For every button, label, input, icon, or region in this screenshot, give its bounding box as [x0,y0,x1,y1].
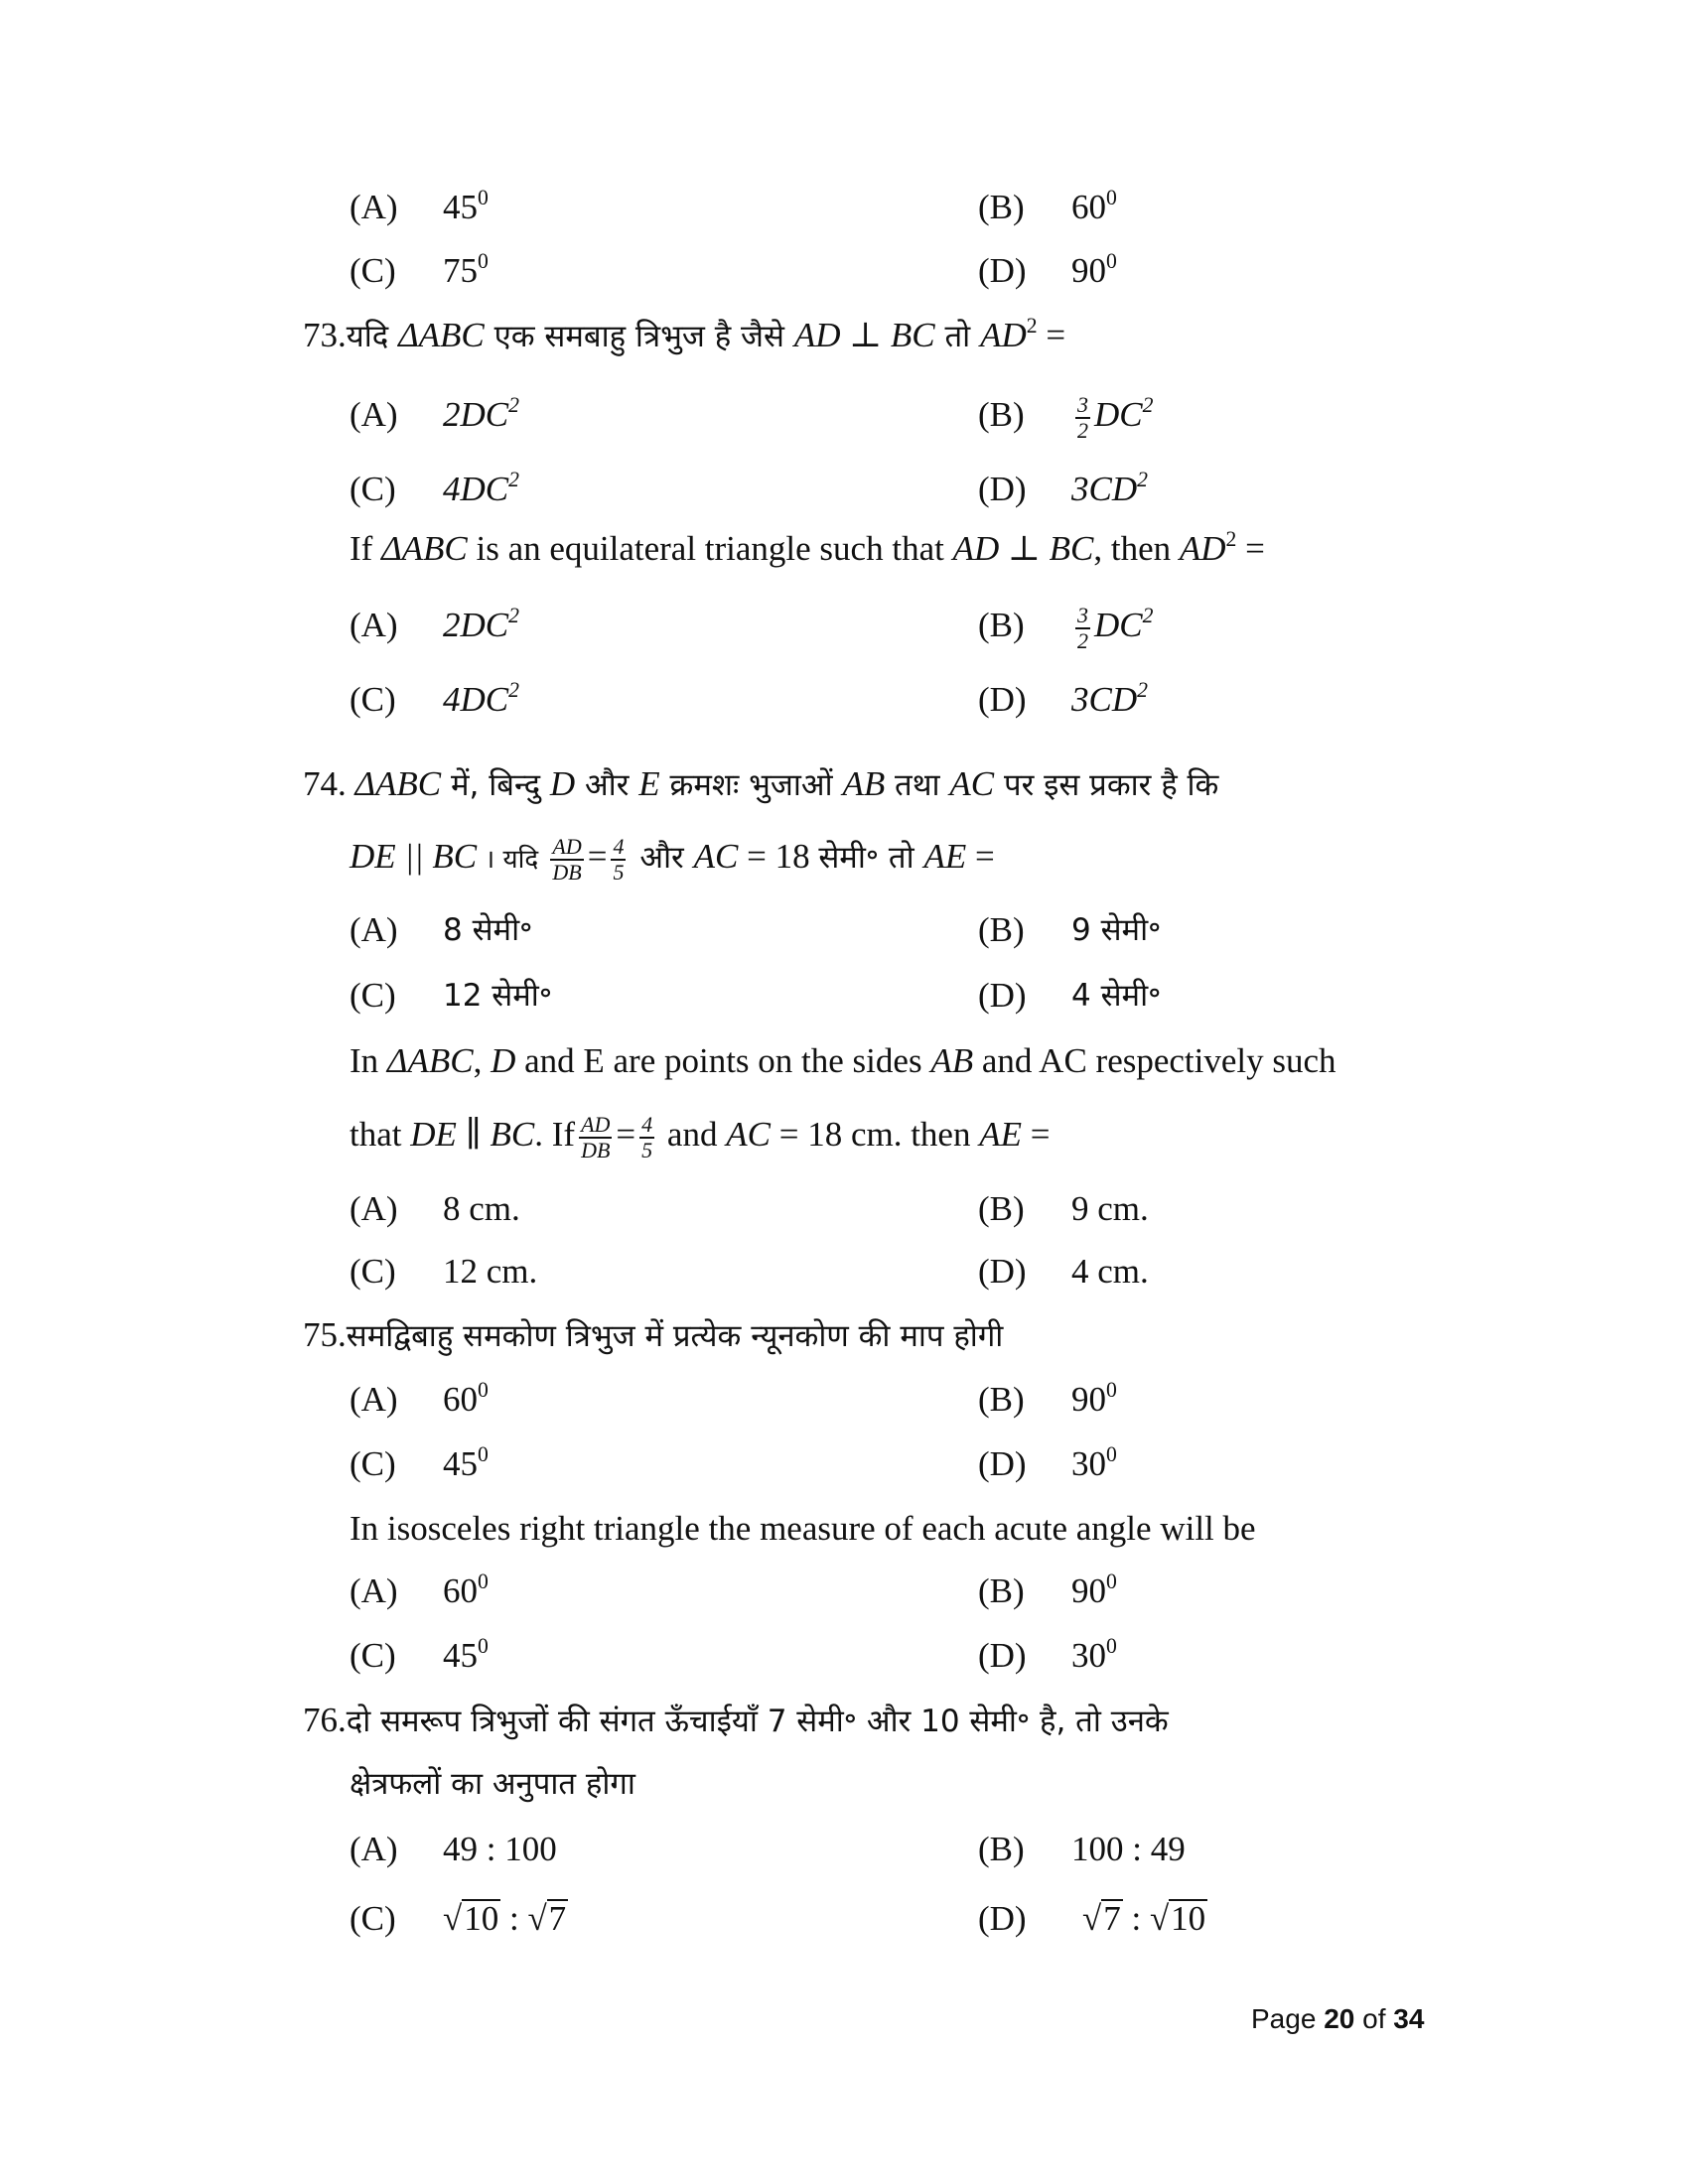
option-label: (C) [350,1252,396,1291]
q74-hi-options-row-1 [0,897,1688,963]
q74-en-options-row-2 [0,1239,1688,1304]
question-text: that DE ∥ BC. If $\frac{AD}{DB}$ = $\frac{4}{5}$ and AC = 18 cm. then AE = [350,1111,1051,1162]
option-label: (D) [978,976,1027,1015]
of-word: of [1362,2003,1386,2034]
option-value: 4 सेमी॰ [1071,978,1162,1014]
option-value: $60^0$ [443,1377,489,1419]
option-value: $45^0$ [443,185,489,226]
option-label: (B) [978,188,1025,226]
q74-hindi-question-line-1 [0,751,1688,817]
option-value: $75^0$ [443,248,489,290]
question-text: In ΔABC, D and E are points on the sides AB and AC respectively such [350,1041,1336,1080]
q73-hindi-question [0,303,1688,368]
q75-english-question [0,1496,1688,1562]
option-value: 12 सेमी॰ [443,978,553,1014]
q72-options-row-2 [0,238,1688,304]
question-text: DE || BC । यदि $\frac{AD}{DB}$ = $\frac{4}{5}$ और AC = 18 सेमी॰ तो AE = [350,833,995,885]
q72-options-row-1 [0,175,1688,240]
option-label: (A) [350,1380,398,1419]
option-label: (C) [350,1636,396,1675]
q74-english-question-line-1 [0,1028,1688,1094]
option-value: $45^0$ [443,1633,489,1675]
option-value: $90^0$ [1071,1569,1117,1610]
page-word: Page [1251,2003,1317,2034]
option-value: $4DC^2$ [443,677,519,719]
question-text: क्षेत्रफलों का अनुपात होगा [350,1766,635,1802]
option-value: $3CD^2$ [1071,677,1148,719]
option-label: (C) [350,1899,396,1938]
option-label: (C) [350,470,396,508]
option-value: $2DC^2$ [443,603,519,644]
option-value: $\frac{3}{2}$ $DC^2$ [1077,391,1154,443]
q73-en-options-row-1 [0,593,1688,658]
option-label: (A) [350,1830,398,1868]
q74-english-question-line-2 [0,1102,1688,1167]
option-label: (D) [978,1444,1027,1483]
option-label: (D) [978,680,1027,719]
question-text: 75.समद्विबाहु समकोण त्रिभुज में प्रत्येक न्यूनकोण की माप होगी [303,1315,1004,1354]
option-value: √10 : √7 [443,1899,567,1938]
option-label: (A) [350,606,398,644]
option-label: (D) [978,1899,1027,1938]
q74-hindi-question-line-2 [0,824,1688,889]
option-label: (B) [978,1189,1025,1228]
q75-en-options-row-2 [0,1623,1688,1689]
option-label: (A) [350,1571,398,1610]
option-value: 9 cm. [1071,1189,1149,1228]
option-value: 4 cm. [1071,1252,1149,1291]
option-value: 49 : 100 [443,1830,557,1868]
option-label: (C) [350,680,396,719]
option-label: (B) [978,1571,1025,1610]
option-value: $45^0$ [443,1441,489,1483]
option-value: $60^0$ [1071,185,1117,226]
option-label: (B) [978,395,1025,434]
option-label: (B) [978,606,1025,644]
option-value: $60^0$ [443,1569,489,1610]
option-label: (A) [350,395,398,434]
q74-hi-options-row-2 [0,963,1688,1028]
q75-hi-options-row-1 [0,1367,1688,1433]
option-value: √7 : √10 [1082,1899,1206,1938]
question-text: If ΔABC is an equilateral triangle such that AD ⊥ BC, then $AD^2$ = [350,526,1265,568]
option-value: 12 cm. [443,1252,538,1291]
option-value: 100 : 49 [1071,1830,1186,1868]
total-pages: 34 [1393,2003,1425,2034]
question-text: 74. ΔABC में, बिन्दु D और E क्रमशः भुजाओं AB तथा AC पर इस प्रकार है कि [303,764,1219,803]
option-label: (D) [978,1252,1027,1291]
q75-hindi-question [0,1302,1688,1368]
option-label: (D) [978,251,1027,290]
q75-hi-options-row-2 [0,1432,1688,1497]
option-value: $3CD^2$ [1071,467,1148,508]
option-value: $30^0$ [1071,1441,1117,1483]
q73-en-options-row-2 [0,667,1688,733]
q73-hi-options-row-2 [0,457,1688,522]
option-value: $2DC^2$ [443,392,519,434]
q76-options-row-2 [0,1886,1688,1952]
option-label: (C) [350,251,396,290]
page-footer [1251,2003,1424,2035]
option-label: (A) [350,1189,398,1228]
option-label: (A) [350,910,398,949]
q73-english-question [0,516,1688,582]
option-label: (D) [978,470,1027,508]
question-text: In isosceles right triangle the measure of each acute angle will be [350,1509,1256,1548]
question-text: 76.दो समरूप त्रिभुजों की संगत ऊँचाईयाँ 7 सेमी॰ और 10 सेमी॰ है, तो उनके [303,1701,1169,1739]
q76-hindi-question-line-1 [0,1688,1688,1753]
option-value: $\frac{3}{2}$ $DC^2$ [1077,602,1154,653]
option-label: (C) [350,976,396,1015]
option-value: 9 सेमी॰ [1071,912,1162,948]
option-label: (A) [350,188,398,226]
option-label: (B) [978,1830,1025,1868]
q76-hindi-question-line-2 [0,1751,1688,1817]
question-text: 73.यदि ΔABC एक समबाहु त्रिभुज है जैसे AD ⊥ BC तो $AD^2$ = [303,313,1066,354]
option-label: (D) [978,1636,1027,1675]
q76-options-row-1 [0,1817,1688,1882]
q75-en-options-row-1 [0,1559,1688,1624]
option-value: $4DC^2$ [443,467,519,508]
q74-en-options-row-1 [0,1176,1688,1242]
current-page-number: 20 [1324,2003,1355,2034]
option-value: $90^0$ [1071,248,1117,290]
option-label: (B) [978,910,1025,949]
option-value: $90^0$ [1071,1377,1117,1419]
option-label: (B) [978,1380,1025,1419]
q73-hi-options-row-1 [0,382,1688,448]
option-label: (C) [350,1444,396,1483]
option-value: 8 cm. [443,1189,520,1228]
option-value: 8 सेमी॰ [443,912,533,948]
option-value: $30^0$ [1071,1633,1117,1675]
